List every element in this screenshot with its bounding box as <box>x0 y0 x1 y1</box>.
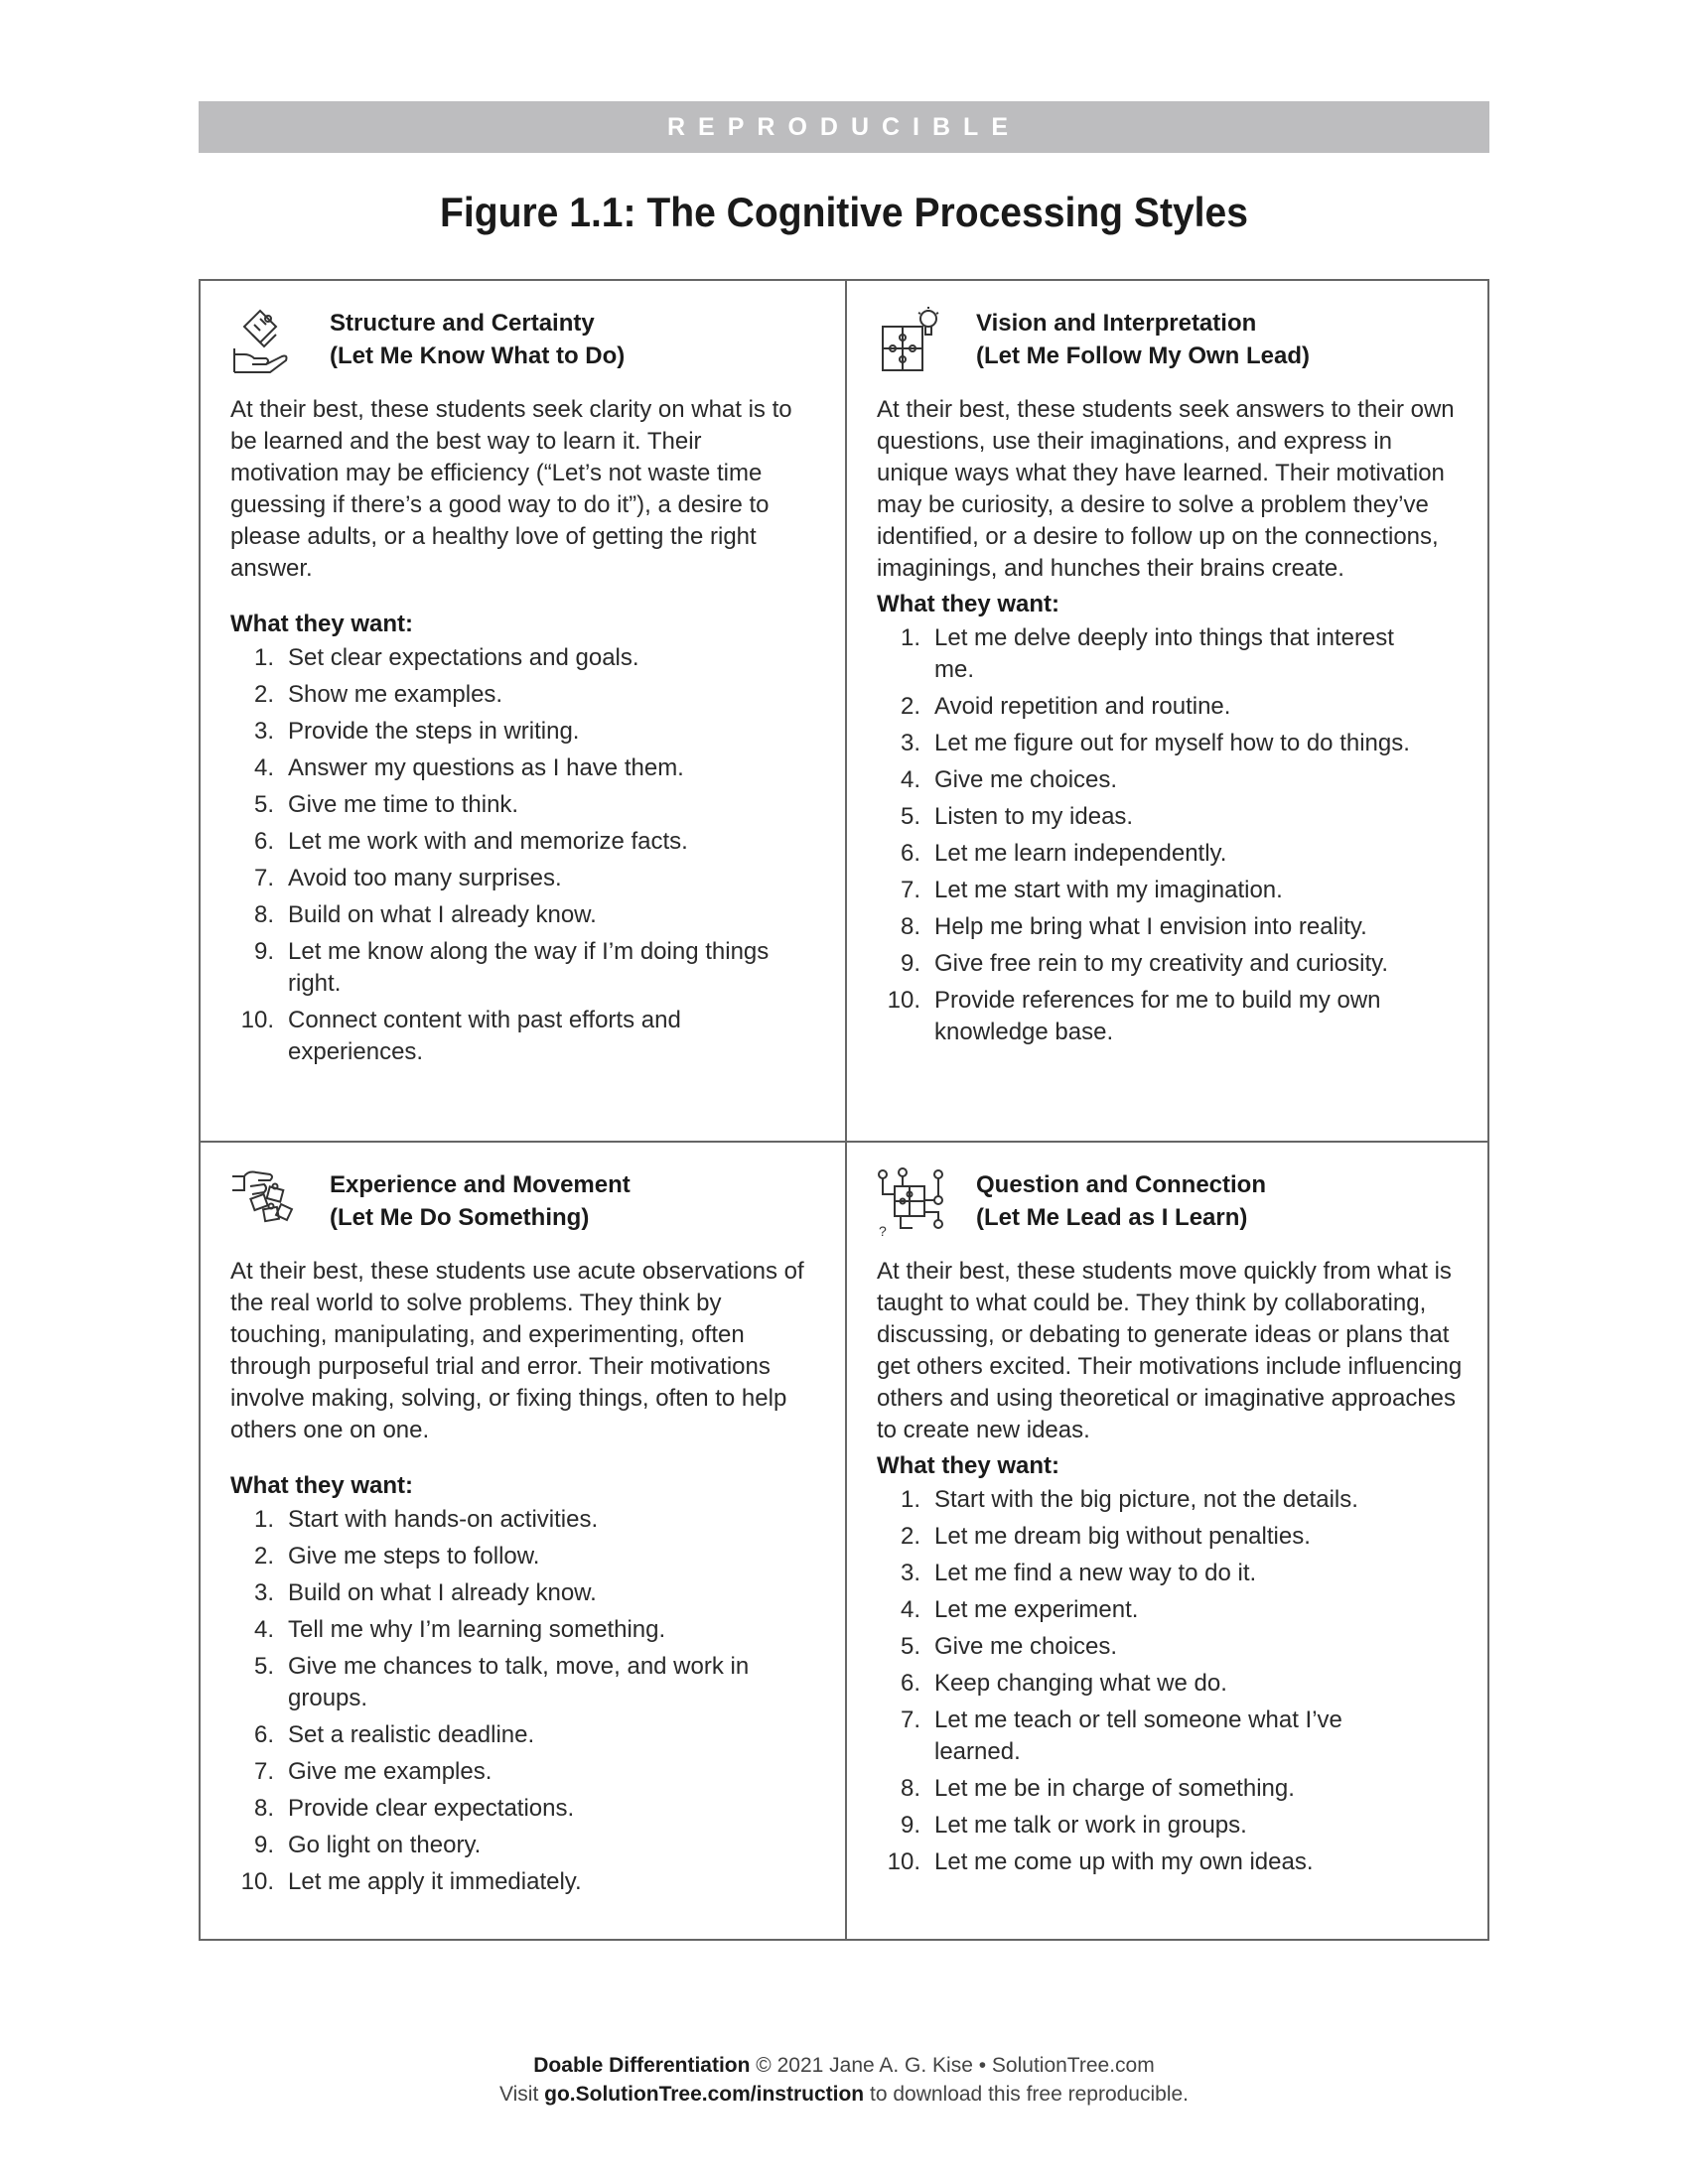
list-item: 5. Give me chances to talk, move, and work in groups. <box>253 1653 750 1711</box>
cell-subheading: (Let Me Do Something) <box>330 1204 590 1231</box>
download-link[interactable]: go.SolutionTree.com/instruction <box>544 2083 865 2106</box>
list-item: 6. Keep changing what we do. <box>900 1670 1227 1697</box>
list-item: 4. Give me choices. <box>900 766 1118 793</box>
cell-vision-interpretation <box>877 305 1492 1053</box>
visit-text: Visit <box>498 2083 539 2106</box>
book-title: Doable Differentiation <box>533 2054 751 2077</box>
wants-label: What they want: <box>877 591 1059 617</box>
list-item: 6. Set a realistic deadline. <box>253 1721 535 1748</box>
list-item: 8. Provide clear expectations. <box>253 1795 575 1822</box>
list-item: 4. Answer my questions as I have them. <box>253 754 684 781</box>
cell-description: At their best, these students seek clarity on what is to be learned and the best way to learn it. Their motivation may be efficiency (“Let’s not waste time guessing if there’s a good way to do it”), a desire to please adults, or a healthy love of getting the right answer. <box>230 396 792 582</box>
list-item: 1. Let me delve deeply into things that interest me. <box>900 624 1394 683</box>
list-item: 8. Help me bring what I envision into reality. <box>900 913 1367 940</box>
cell-heading: Experience and Movement <box>330 1171 631 1198</box>
cell-heading: Vision and Interpretation <box>976 310 1257 337</box>
list-item: 10. Connect content with past efforts and experiences. <box>240 1007 681 1065</box>
wants-list <box>877 1484 1433 1878</box>
list-item: 9. Let me know along the way if I’m doing things right. <box>253 938 770 997</box>
wants-list <box>877 622 1433 1048</box>
list-item: 2. Avoid repetition and routine. <box>900 693 1231 720</box>
list-item: 3. Let me figure out for myself how to do things. <box>900 730 1410 756</box>
list-item: 2. Let me dream big without penalties. <box>900 1523 1311 1550</box>
wants-list <box>230 1504 786 1898</box>
copyright-text: © 2021 Jane A. G. Kise • SolutionTree.com <box>756 2054 1155 2077</box>
list-item: 7. Let me teach or tell someone what I’ve learned. <box>900 1706 1342 1765</box>
footer-download-line <box>199 2080 1489 2109</box>
cell-heading: Question and Connection <box>976 1171 1266 1198</box>
list-item: 6. Let me work with and memorize facts. <box>253 828 688 855</box>
list-item: 7. Avoid too many surprises. <box>253 865 562 891</box>
list-item: 1. Start with hands-on activities. <box>253 1506 599 1533</box>
cell-description: At their best, these students seek answers to their own questions, use their imaginations, and express in unique ways what they have learned. Their motivation may be curiosity, a desire to solve a problem they’ve identified, or a desire to follow up on the connections, imaginings, and hunches their brains create. <box>877 396 1455 582</box>
list-item: 9. Let me talk or work in groups. <box>900 1812 1247 1839</box>
list-item: 8. Build on what I already know. <box>253 901 597 928</box>
list-item: 1. Set clear expectations and goals. <box>253 644 639 671</box>
cell-subheading: (Let Me Follow My Own Lead) <box>976 342 1310 369</box>
puzzle-lightbulb-icon <box>877 305 944 376</box>
cell-description: At their best, these students move quickly from what is taught to what could be. They think by collaborating, discussing, or debating to generate ideas or plans that get others excited. Their motivations include influencing others and using theoretical or imaginative approaches to create new ideas. <box>877 1258 1463 1443</box>
list-item: 4. Tell me why I’m learning something. <box>253 1616 666 1643</box>
grid-horizontal-divider <box>201 1141 1487 1143</box>
footer-credit-line <box>199 2051 1489 2080</box>
puzzle-network-question-icon <box>877 1166 944 1238</box>
wants-list <box>230 642 786 1068</box>
list-item: 1. Start with the big picture, not the details. <box>900 1486 1358 1513</box>
list-item: 7. Give me examples. <box>253 1758 492 1785</box>
figure-title: Figure 1.1: The Cognitive Processing Styles <box>440 189 1248 235</box>
list-item: 5. Give me time to think. <box>253 791 519 818</box>
puzzle-hand-icon <box>230 305 298 376</box>
list-item: 3. Provide the steps in writing. <box>253 718 580 745</box>
styles-grid <box>199 279 1489 1941</box>
page-footer <box>199 2051 1489 2109</box>
list-item: 7. Let me start with my imagination. <box>900 877 1283 903</box>
cell-question-connection <box>877 1166 1492 1883</box>
list-item: 2. Give me steps to follow. <box>253 1543 540 1570</box>
list-item: 10. Let me come up with my own ideas. <box>887 1848 1314 1875</box>
list-item: 2. Show me examples. <box>253 681 503 708</box>
cell-description: At their best, these students use acute observations of the real world to solve problems. They think by touching, manipulating, and experimenting, often through purposeful trial and error. Their motivations involve making, solving, or fixing things, often to help others one on one. <box>230 1258 804 1443</box>
download-text: to download this free reproducible. <box>869 2083 1190 2106</box>
cell-experience-movement <box>230 1166 846 1903</box>
list-item: 10. Provide references for me to build my own knowledge base. <box>887 987 1381 1045</box>
list-item: 6. Let me learn independently. <box>900 840 1227 867</box>
list-item: 4. Let me experiment. <box>900 1596 1139 1623</box>
list-item: 10. Let me apply it immediately. <box>240 1868 582 1895</box>
cell-subheading: (Let Me Know What to Do) <box>330 342 626 369</box>
wants-label: What they want: <box>230 611 413 637</box>
hand-puzzle-pieces-icon <box>230 1166 298 1238</box>
list-item: 9. Go light on theory. <box>253 1832 482 1858</box>
list-item: 5. Give me choices. <box>900 1633 1118 1660</box>
wants-label: What they want: <box>230 1472 413 1499</box>
wants-label: What they want: <box>877 1452 1059 1479</box>
list-item: 9. Give free rein to my creativity and curiosity. <box>900 950 1389 977</box>
cell-heading: Structure and Certainty <box>330 310 595 337</box>
svg-text:?: ? <box>879 1223 887 1238</box>
list-item: 3. Build on what I already know. <box>253 1579 597 1606</box>
list-item: 3. Let me find a new way to do it. <box>900 1560 1257 1586</box>
reproducible-banner: REPRODUCIBLE <box>199 101 1489 153</box>
list-item: 5. Listen to my ideas. <box>900 803 1134 830</box>
cell-subheading: (Let Me Lead as I Learn) <box>976 1204 1248 1231</box>
list-item: 8. Let me be in charge of something. <box>900 1775 1295 1802</box>
cell-structure-certainty <box>230 305 846 1073</box>
